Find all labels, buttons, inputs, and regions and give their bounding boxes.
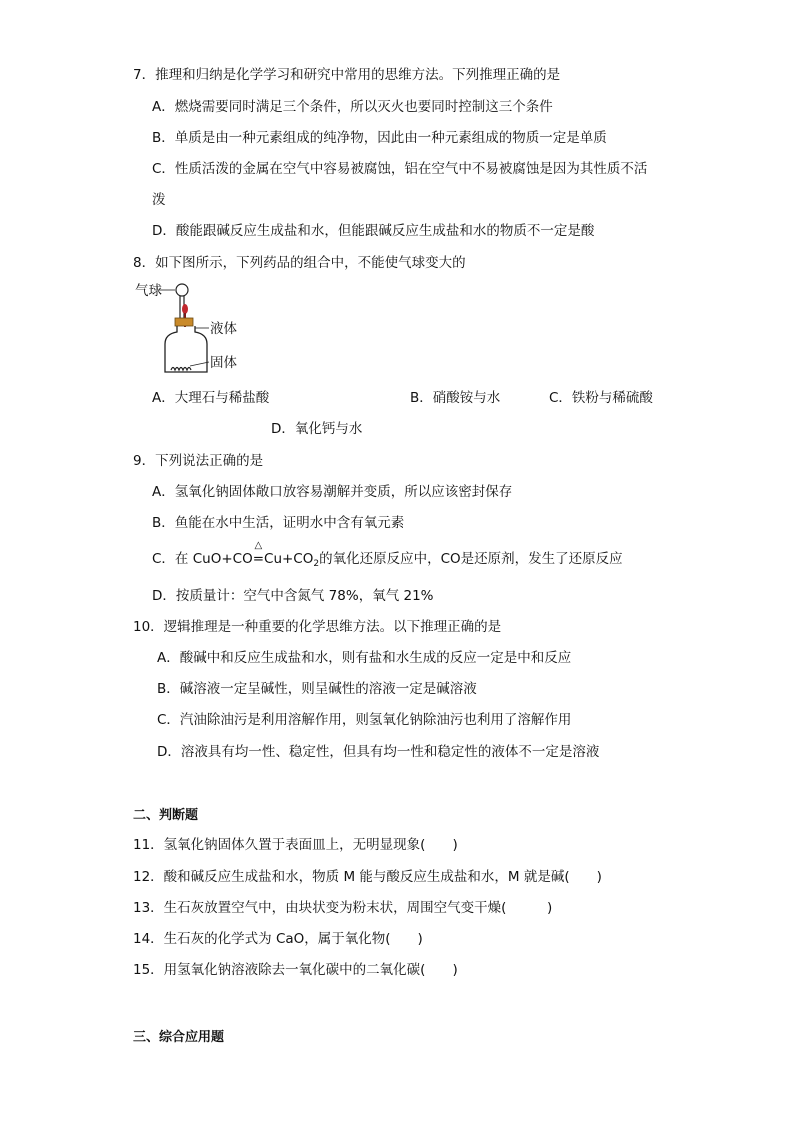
q7-stem: 7．推理和归纳是化学学习和研究中常用的思维方法。下列推理正确的是 bbox=[133, 67, 561, 83]
heat-equals-sign bbox=[252, 540, 265, 568]
label-balloon: 气球 bbox=[135, 283, 162, 299]
q7-option-b: B．单质是由一种元素组成的纯净物，因此由一种元素组成的物质一定是单质 bbox=[152, 130, 607, 146]
q7-option-c: C．性质活泼的金属在空气中容易被腐蚀，铝在空气中不易被腐蚀是因为其性质不活 bbox=[152, 161, 648, 177]
section-3-title: 三、综合应用题 bbox=[133, 1030, 225, 1045]
section-2-title: 二、判断题 bbox=[133, 808, 199, 823]
bottle bbox=[165, 326, 207, 372]
dropper-bulb bbox=[182, 304, 188, 314]
q10-option-a: A．酸碱中和反应生成盐和水，则有盐和水生成的反应一定是中和反应 bbox=[157, 650, 572, 666]
q9-c-prefix: C．在 CuO+CO bbox=[152, 551, 253, 567]
q10-stem: 10．逻辑推理是一种重要的化学思维方法。以下推理正确的是 bbox=[133, 619, 502, 635]
q9-option-c bbox=[152, 540, 623, 573]
q7-option-a: A．燃烧需要同时满足三个条件，所以灭火也要同时控制这三个条件 bbox=[152, 99, 553, 115]
q8-option-b: B．硝酸铵与水 bbox=[410, 390, 501, 406]
q10-option-c: C．汽油除油污是利用溶解作用，则氢氧化钠除油污也利用了溶解作用 bbox=[157, 712, 572, 728]
q8-option-a: A．大理石与稀盐酸 bbox=[152, 390, 270, 406]
q9-option-b: B．鱼能在水中生活，证明水中含有氧元素 bbox=[152, 515, 405, 531]
q7-option-c-cont: 泼 bbox=[152, 192, 166, 208]
q10-option-b: B．碱溶液一定呈碱性，则呈碱性的溶液一定是碱溶液 bbox=[157, 681, 477, 697]
q11: 11．氢氧化钠固体久置于表面皿上，无明显现象( ) bbox=[133, 837, 458, 853]
q14: 14．生石灰的化学式为 CaO，属于氧化物( ) bbox=[133, 931, 423, 947]
q8-stem: 8．如下图所示，下列药品的组合中，不能使气球变大的 bbox=[133, 255, 466, 271]
stopper bbox=[175, 318, 193, 326]
q10-option-d: D．溶液具有均一性、稳定性，但具有均一性和稳定性的液体不一定是溶液 bbox=[157, 744, 600, 760]
label-liquid: 液体 bbox=[210, 321, 237, 337]
q13: 13．生石灰放置空气中，由块状变为粉末状，周围空气变干燥( ) bbox=[133, 900, 553, 916]
solid-particles bbox=[171, 368, 191, 371]
q9-c-products: Cu+CO bbox=[264, 551, 314, 567]
heat-condition: △ bbox=[254, 540, 263, 551]
q9-stem: 9．下列说法正确的是 bbox=[133, 453, 264, 469]
q9-c-suffix: 的氧化还原反应中，CO是还原剂，发生了还原反应 bbox=[319, 551, 623, 567]
label-solid: 固体 bbox=[210, 355, 237, 371]
q12: 12．酸和碱反应生成盐和水，物质 M 能与酸反应生成盐和水，M 就是碱( ) bbox=[133, 869, 602, 885]
q8-option-d: D．氧化钙与水 bbox=[271, 421, 363, 437]
q7-option-d: D．酸能跟碱反应生成盐和水，但能跟碱反应生成盐和水的物质不一定是酸 bbox=[152, 223, 595, 239]
q9-option-d: D．按质量计：空气中含氮气 78%，氧气 21% bbox=[152, 588, 434, 604]
equals-sign: = bbox=[252, 551, 265, 567]
q9-c-subscript: 2 bbox=[313, 559, 320, 569]
q8-option-c: C．铁粉与稀硫酸 bbox=[549, 390, 653, 406]
balloon-shape bbox=[176, 284, 188, 296]
q15: 15．用氢氧化钠溶液除去一氧化碳中的二氧化碳( ) bbox=[133, 962, 458, 978]
q9-option-a: A．氢氧化钠固体敞口放容易潮解并变质，所以应该密封保存 bbox=[152, 484, 513, 500]
